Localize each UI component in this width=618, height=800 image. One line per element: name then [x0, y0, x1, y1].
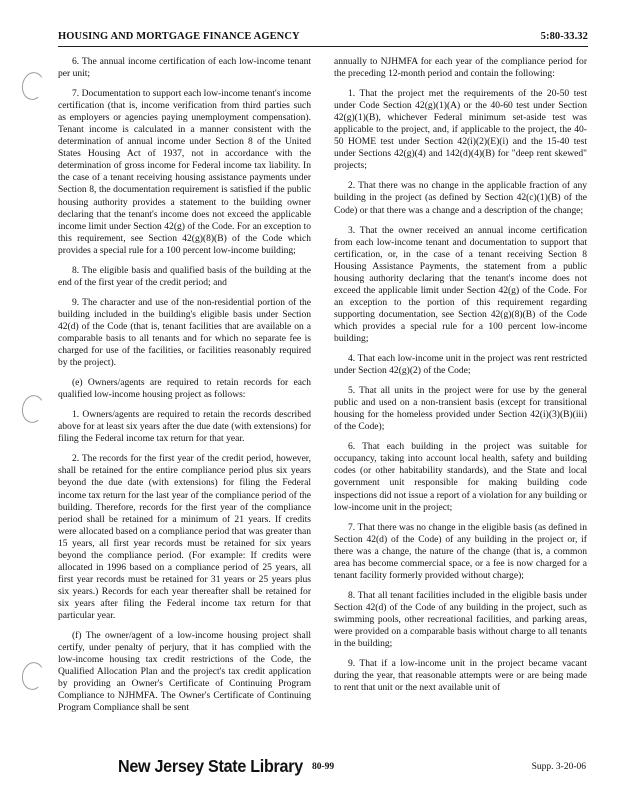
paragraph: 8. The eligible basis and qualified basis of the building at the end of the first year of the credit period; and — [58, 264, 311, 288]
paragraph: 2. That there was no change in the applicable fraction of any building in the project (as defined by Section 42(c)(1)(B) of the Code) or that there was a change and a description of the change; — [334, 180, 587, 216]
page-number: 80-99 — [312, 762, 335, 772]
paragraph: 9. The character and use of the non-residential portion of the building included in the building's eligible basis under Section 42(d) of the Code (that is, tenant facilities that are available on a comparable basis to all tenants and for which no separate fee is charged for use of the facilities, or facilities reasonably required by the project). — [58, 296, 311, 369]
paragraph: 1. That the project met the requirements of the 20-50 test under Code Section 42(g)(1)(A) or the 40-60 test under Section 42(g)(1)(B), whichever Federal minimum set-aside test was applicable to the project, and, if applicable to the project, the 40-50 HOME test under Section 42(i)(2)(E)(i) and the 15-40 test under Sections 42(g)(4) and 142(d)(4)(B) for "deep rent skewed" projects; — [334, 88, 587, 172]
paragraph: 6. That each building in the project was suitable for occupancy, taking into account local health, safety and building codes (or other habitability standards), and the State and local government unit responsible for making building code inspections did not issue a report of a violation for any building or low-income unit in the project; — [334, 441, 587, 513]
paragraph: 7. That there was no change in the eligible basis (as defined in Section 42(d) of the Code) of any building in the project or, if there was a change, the nature of the change (that is, a common area has become commercial space, or a fee is now charged for a tenant facility formerly provided without charge); — [334, 521, 587, 581]
paragraph: 8. That all tenant facilities included in the eligible basis under Section 42(d) of the Code of any building in the project, such as swimming pools, other recreational facilities, and parking areas, were provided on a comparable basis without charge to all tenants in the building; — [334, 589, 587, 650]
supplement-date: Supp. 3-20-06 — [531, 762, 586, 772]
paragraph: 3. That the owner received an annual income certification from each low-income tenant and documentation to support that certification, or, in the case of a tenant receiving Section 8 Housing Assistance Payments, the statement from a public housing authority declaring that the tenant's income does not exceed the applicable limit under Section 42(g) of the Code. For an exception to the portion of this requirement regarding supporting documentation, see Section 42(g)(8)(B) of the Code which provides a special rule for a 100 percent low-income building; — [334, 224, 587, 344]
running-header — [58, 30, 588, 47]
punch-hole-bottom — [20, 660, 47, 691]
page-footer — [0, 756, 618, 784]
punch-hole-middle — [20, 393, 47, 424]
paragraph: 2. The records for the first year of the credit period, however, shall be retained for the entire compliance period plus six years beyond the due date (with extensions) for filing the Federal income tax return for the last year of the compliance period of the building. Therefore, records for the first year of the compliance period shall be retained for a minimum of 21 years. If credits were allocated based on a compliance period that was greater than 15 years, all first year records must be retained for six years beyond the compliance period. (For example: If credits were allocated in 1996 based on a compliance period of 25 years, all first year records must be retained for 31 years or 25 years plus six years.) Records for each year thereafter shall be retained for six years after filing the Federal income tax return for that particular year. — [58, 453, 311, 621]
paragraph: 1. Owners/agents are required to retain the records described above for at least six years after the due date (with extensions) for filing the Federal income tax return for that year. — [58, 409, 311, 445]
paragraph: 9. That if a low-income unit in the project became vacant during the year, that reasonable attempts were or are being made to rent that unit or the next available unit of — [334, 658, 587, 694]
left-column — [58, 56, 311, 722]
paragraph: 4. That each low-income unit in the project was rent restricted under Section 42(g)(2) of the Code; — [334, 353, 587, 377]
paragraph: (f) The owner/agent of a low-income housing project shall certify, under penalty of perjury, that it has complied with the low-income housing tax credit restrictions of the Code, the Qualified Allocation Plan and the project's tax credit application by providing an Owner's Certificate of Continuing Program Compliance to NJHMFA. The Owner's Certificate of Continuing Program Compliance shall be sent — [58, 630, 311, 714]
punch-hole-top — [20, 70, 47, 101]
paragraph: 6. The annual income certification of each low-income tenant per unit; — [58, 56, 311, 80]
paragraph: annually to NJHMFA for each year of the compliance period for the preceding 12-month period and contain the following: — [334, 56, 587, 80]
library-stamp: New Jersey State Library — [118, 756, 303, 776]
agency-title: HOUSING AND MORTGAGE FINANCE AGENCY — [58, 31, 300, 42]
paragraph: 5. That all units in the project were for use by the general public and used on a non-transient basis (except for transitional housing for the homeless provided under Section 42(i)(3)(B)(iii) of the Code); — [334, 385, 587, 433]
right-column — [334, 56, 587, 702]
paragraph: (e) Owners/agents are required to retain records for each qualified low-income housing project as follows: — [58, 377, 311, 401]
paragraph: 7. Documentation to support each low-income tenant's income certification (that is, income verification from third parties such as employers or agencies paying unemployment compensation). Tenant income is calculated in a manner consistent with the determination of annual income under Section 8 of the United States Housing Act of 1937, not in accordance with the determination of gross income for Federal income tax liability. In the case of a tenant receiving housing assistance payments under Section 8, the documentation requirement is satisfied if the public housing authority provides a statement to the building owner declaring that the tenant's income does not exceed the applicable income limit under Section 42(g) of the Code. For an exception to this requirement, see Section 42(g)(8)(B) of the Code which provides a special rule for a 100 percent low-income building; — [58, 88, 311, 256]
section-number: 5:80-33.32 — [540, 31, 588, 42]
